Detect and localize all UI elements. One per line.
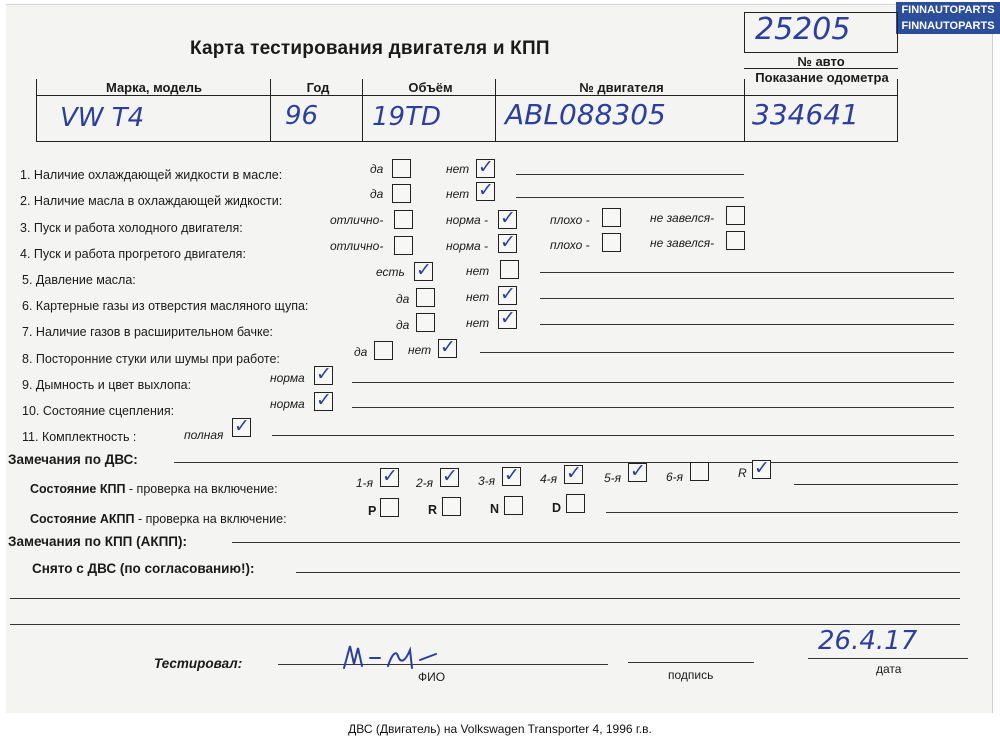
checkbox-q11-full[interactable]	[232, 415, 251, 437]
checkbox-pos-d[interactable]	[566, 494, 585, 513]
auto-number-label: № авто	[797, 54, 845, 69]
date-line	[808, 658, 968, 659]
question-10: 10. Состояние сцепления:	[22, 404, 175, 418]
check-mark: ✓	[566, 462, 582, 484]
check-mark: ✓	[382, 465, 398, 487]
question-1: 1. Наличие охлаждающей жидкости в масле:	[20, 168, 283, 182]
header-divider	[36, 95, 898, 96]
notes-line	[516, 197, 744, 198]
checkbox-gear-r[interactable]	[752, 457, 771, 479]
option-label: нет	[446, 162, 470, 176]
option-label: плохо -	[550, 213, 590, 227]
notes-line	[606, 512, 958, 513]
gear-label: 4-я	[540, 472, 558, 486]
checkbox-q2-no[interactable]	[476, 179, 495, 201]
checkbox-q4-no-start[interactable]	[726, 231, 745, 250]
checkbox-q5-no[interactable]	[500, 260, 519, 279]
brand-value: VW T4	[60, 103, 145, 133]
gear-label: 2-я	[416, 476, 434, 490]
option-label: полная	[184, 428, 224, 442]
option-label: норма	[270, 397, 305, 411]
position-label: D	[552, 501, 562, 515]
gearbox-remarks-label: Замечания по КПП (АКПП):	[8, 534, 187, 549]
tested-label: Тестировал:	[154, 656, 243, 671]
signature-label: подпись	[668, 668, 714, 682]
option-label: отлично-	[330, 239, 384, 253]
question-11: 11. Комплектность :	[22, 430, 137, 444]
checkbox-pos-r[interactable]	[442, 497, 461, 516]
gear-label: 1-я	[356, 476, 374, 490]
question-3: 3. Пуск и работа холодного двигателя:	[20, 221, 243, 235]
checkbox-q3-normal[interactable]	[498, 207, 517, 229]
checkbox-q3-bad[interactable]	[602, 208, 621, 227]
check-mark: ✓	[442, 465, 458, 487]
checkbox-q4-normal[interactable]	[498, 231, 517, 253]
check-mark: ✓	[478, 156, 494, 178]
option-label: да	[370, 162, 384, 176]
checkbox-gear-2[interactable]	[440, 465, 459, 487]
check-mark: ✓	[478, 179, 494, 201]
checkbox-pos-n[interactable]	[504, 496, 523, 515]
notes-line	[516, 174, 744, 175]
checkbox-gear-5[interactable]	[628, 460, 647, 482]
option-label: плохо -	[550, 238, 590, 252]
page-title: Карта тестирования двигателя и КПП	[190, 38, 550, 59]
check-mark: ✓	[754, 457, 770, 479]
option-label: нет	[408, 343, 432, 357]
notes-line	[10, 598, 960, 599]
position-label: R	[428, 503, 438, 517]
check-mark: ✓	[500, 231, 516, 253]
gear-label: 6-я	[666, 470, 684, 484]
option-label: нет	[466, 316, 490, 330]
notes-line	[10, 624, 960, 625]
checkbox-q3-no-start[interactable]	[726, 206, 745, 225]
question-6: 6. Картерные газы из отверстия масляного щупа:	[22, 299, 309, 313]
col-odometer: Показание одометра	[755, 70, 889, 85]
option-label: нет	[466, 264, 490, 278]
checkbox-gear-3[interactable]	[502, 464, 521, 486]
notes-line	[272, 435, 954, 436]
checkbox-q4-excellent[interactable]	[394, 236, 413, 255]
checkbox-q3-excellent[interactable]	[394, 210, 413, 229]
checkbox-gear-4[interactable]	[564, 462, 583, 484]
option-label: норма -	[446, 213, 489, 227]
option-label: не завелся-	[650, 236, 715, 250]
notes-line	[232, 542, 960, 543]
option-label: норма -	[446, 239, 489, 253]
checkbox-gear-1[interactable]	[380, 465, 399, 487]
checkbox-q6-yes[interactable]	[416, 288, 435, 307]
odometer-value: 334641	[752, 98, 859, 131]
col-volume: Объём	[408, 80, 453, 95]
check-mark: ✓	[440, 336, 456, 358]
checkbox-q10-normal[interactable]	[314, 389, 333, 411]
checkbox-q9-normal[interactable]	[314, 363, 333, 385]
checkbox-q4-bad[interactable]	[602, 233, 621, 252]
option-label: нет	[446, 187, 470, 201]
position-label: P	[368, 504, 377, 518]
checkbox-q8-no[interactable]	[438, 336, 457, 358]
notes-line	[540, 324, 954, 325]
check-mark: ✓	[316, 389, 332, 411]
notes-line	[352, 382, 954, 383]
notes-line	[540, 272, 954, 273]
col-engine-number: № двигателя	[579, 80, 664, 95]
volume-value: 19TD	[372, 102, 441, 132]
notes-line	[296, 572, 960, 573]
auto-gearbox-label: Состояние АКПП - проверка на включение:	[30, 512, 287, 526]
notes-line	[480, 352, 954, 353]
checkbox-gear-6[interactable]	[690, 462, 709, 481]
option-label: нет	[466, 290, 490, 304]
engine-number-value: ABL088305	[505, 98, 666, 131]
option-label: отлично-	[330, 213, 384, 227]
question-8: 8. Посторонние стуки или шумы при работе:	[22, 352, 280, 366]
notes-line	[540, 298, 954, 299]
question-9: 9. Дымность и цвет выхлопа:	[22, 378, 192, 392]
engine-remarks-label: Замечания по ДВС:	[8, 452, 138, 467]
fio-label: ФИО	[418, 670, 446, 684]
option-label: да	[354, 345, 368, 359]
check-mark: ✓	[234, 415, 250, 437]
date-value: 26.4.17	[818, 626, 918, 656]
check-mark: ✓	[416, 259, 432, 281]
year-value: 96	[285, 101, 319, 131]
question-4: 4. Пуск и работа прогретого двигателя:	[20, 247, 246, 261]
signature-line	[628, 662, 754, 663]
date-label: дата	[876, 662, 902, 676]
option-label: да	[370, 187, 384, 201]
checkbox-q1-no[interactable]	[476, 156, 495, 178]
check-mark: ✓	[500, 207, 516, 229]
notes-line	[352, 407, 954, 408]
notes-line	[794, 484, 958, 485]
checkbox-q1-yes[interactable]	[392, 159, 411, 178]
header-divider	[744, 52, 898, 53]
watermark: FINNAUTOPARTS	[896, 2, 1000, 18]
checkbox-q2-yes[interactable]	[392, 184, 411, 203]
option-label: есть	[376, 265, 405, 279]
caption: ДВС (Двигатель) на Volkswagen Transporter 4, 1996 г.в.	[348, 722, 652, 736]
option-label: да	[396, 318, 410, 332]
checkbox-q6-no[interactable]	[498, 283, 517, 305]
question-7: 7. Наличие газов в расширительном бачке:	[22, 325, 274, 339]
header-divider	[744, 68, 898, 69]
checkbox-q5-yes[interactable]	[414, 259, 433, 281]
col-year: Год	[306, 80, 330, 95]
gear-label: 5-я	[604, 471, 622, 485]
gear-label: 3-я	[478, 474, 496, 488]
checkbox-q8-yes[interactable]	[374, 341, 393, 360]
checkbox-q7-yes[interactable]	[416, 313, 435, 332]
col-brand: Марка, модель	[105, 80, 203, 95]
question-2: 2. Наличие масла в охлаждающей жидкости:	[20, 194, 283, 208]
check-mark: ✓	[500, 307, 516, 329]
check-mark: ✓	[500, 283, 516, 305]
check-mark: ✓	[504, 464, 520, 486]
option-label: не завелся-	[650, 211, 715, 225]
gear-label: R	[738, 466, 747, 480]
check-mark: ✓	[316, 363, 332, 385]
checkbox-pos-p[interactable]	[380, 498, 399, 517]
manual-gearbox-label: Состояние КПП - проверка на включение:	[30, 482, 278, 496]
watermark: FINNAUTOPARTS	[896, 18, 1000, 34]
auto-number-value: 25205	[755, 12, 851, 47]
option-label: да	[396, 292, 410, 306]
question-5: 5. Давление масла:	[22, 273, 136, 287]
removed-label: Снято с ДВС (по согласованию!):	[32, 561, 255, 576]
check-mark: ✓	[630, 460, 646, 482]
option-label: норма	[270, 371, 305, 385]
position-label: N	[490, 502, 500, 516]
checkbox-q7-no[interactable]	[498, 307, 517, 329]
